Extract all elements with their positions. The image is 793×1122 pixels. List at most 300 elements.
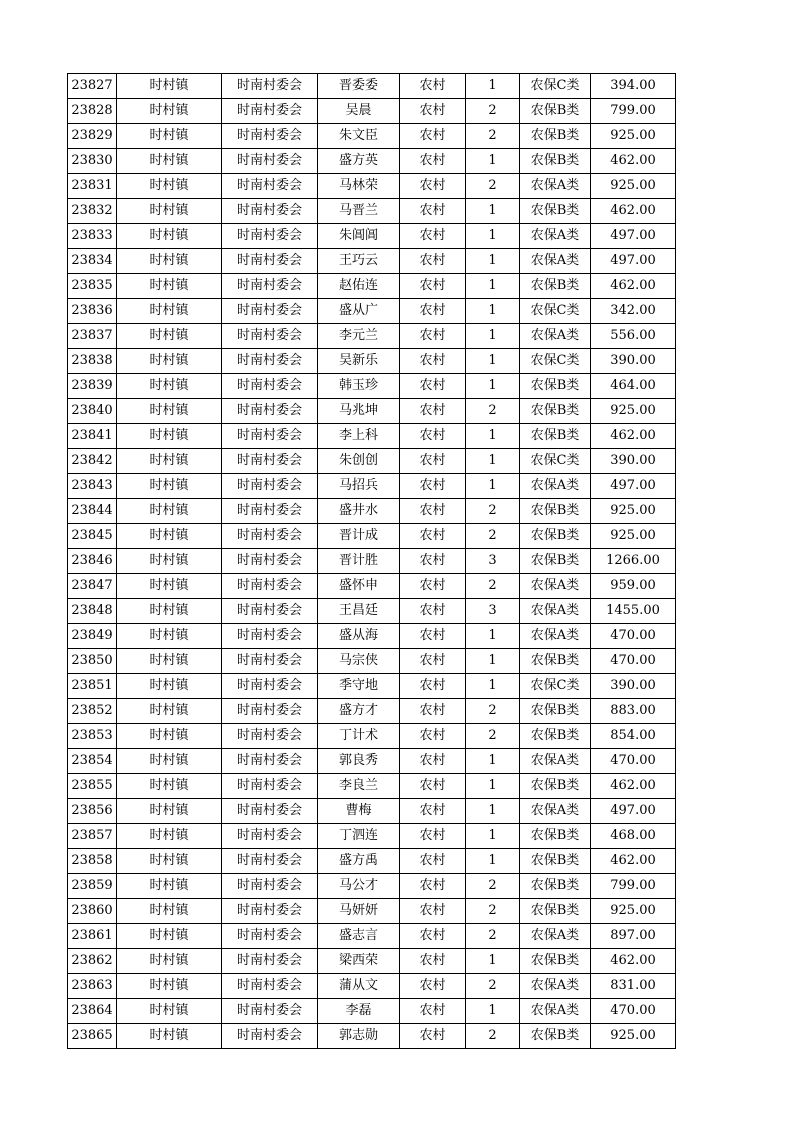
town-cell: 时村镇 [117,974,222,999]
area-type-cell: 农村 [400,349,466,374]
name-cell: 朱文臣 [318,124,400,149]
town-cell: 时村镇 [117,549,222,574]
village-committee-cell: 时南村委会 [222,549,318,574]
village-committee-cell: 时南村委会 [222,799,318,824]
village-committee-cell: 时南村委会 [222,449,318,474]
table-row [68,774,676,799]
household-count-cell: 2 [466,399,520,424]
village-committee-cell: 时南村委会 [222,1024,318,1049]
name-cell: 晋计胜 [318,549,400,574]
village-committee-cell: 时南村委会 [222,199,318,224]
household-count-cell: 3 [466,599,520,624]
insurance-category-cell: 农保A类 [520,624,591,649]
area-type-cell: 农村 [400,149,466,174]
table-row [68,324,676,349]
record-id-cell: 23829 [68,124,117,149]
area-type-cell: 农村 [400,474,466,499]
insurance-category-cell: 农保C类 [520,449,591,474]
town-cell: 时村镇 [117,449,222,474]
household-count-cell: 1 [466,674,520,699]
record-id-cell: 23858 [68,849,117,874]
table-body [68,74,676,1049]
village-committee-cell: 时南村委会 [222,749,318,774]
amount-cell: 462.00 [591,149,676,174]
town-cell: 时村镇 [117,824,222,849]
household-count-cell: 1 [466,199,520,224]
area-type-cell: 农村 [400,324,466,349]
record-id-cell: 23837 [68,324,117,349]
village-committee-cell: 时南村委会 [222,724,318,749]
record-id-cell: 23846 [68,549,117,574]
household-count-cell: 1 [466,999,520,1024]
record-id-cell: 23855 [68,774,117,799]
record-id-cell: 23864 [68,999,117,1024]
area-type-cell: 农村 [400,774,466,799]
town-cell: 时村镇 [117,599,222,624]
household-count-cell: 1 [466,474,520,499]
town-cell: 时村镇 [117,524,222,549]
amount-cell: 470.00 [591,649,676,674]
insurance-category-cell: 农保A类 [520,249,591,274]
household-count-cell: 1 [466,799,520,824]
village-committee-cell: 时南村委会 [222,624,318,649]
table-row [68,174,676,199]
amount-cell: 1266.00 [591,549,676,574]
household-count-cell: 2 [466,974,520,999]
village-committee-cell: 时南村委会 [222,524,318,549]
record-id-cell: 23861 [68,924,117,949]
record-id-cell: 23847 [68,574,117,599]
insurance-category-cell: 农保B类 [520,724,591,749]
name-cell: 马招兵 [318,474,400,499]
record-id-cell: 23835 [68,274,117,299]
name-cell: 盛井水 [318,499,400,524]
insurance-category-cell: 农保C类 [520,74,591,99]
record-id-cell: 23844 [68,499,117,524]
table-row [68,749,676,774]
record-id-cell: 23828 [68,99,117,124]
household-count-cell: 1 [466,374,520,399]
town-cell: 时村镇 [117,99,222,124]
village-committee-cell: 时南村委会 [222,474,318,499]
village-committee-cell: 时南村委会 [222,999,318,1024]
area-type-cell: 农村 [400,599,466,624]
records-table [67,73,676,1049]
village-committee-cell: 时南村委会 [222,824,318,849]
table-row [68,349,676,374]
name-cell: 盛从广 [318,299,400,324]
table-row [68,499,676,524]
area-type-cell: 农村 [400,174,466,199]
record-id-cell: 23865 [68,1024,117,1049]
area-type-cell: 农村 [400,99,466,124]
village-committee-cell: 时南村委会 [222,174,318,199]
name-cell: 郭志勋 [318,1024,400,1049]
record-id-cell: 23848 [68,599,117,624]
name-cell: 晋委委 [318,74,400,99]
town-cell: 时村镇 [117,849,222,874]
table-row [68,699,676,724]
household-count-cell: 1 [466,449,520,474]
area-type-cell: 农村 [400,499,466,524]
table-row [68,449,676,474]
amount-cell: 1455.00 [591,599,676,624]
amount-cell: 831.00 [591,974,676,999]
table-row [68,199,676,224]
table-row [68,299,676,324]
name-cell: 盛方才 [318,699,400,724]
insurance-category-cell: 农保A类 [520,974,591,999]
record-id-cell: 23850 [68,649,117,674]
town-cell: 时村镇 [117,299,222,324]
table-row [68,874,676,899]
amount-cell: 462.00 [591,774,676,799]
area-type-cell: 农村 [400,624,466,649]
table-row [68,274,676,299]
amount-cell: 925.00 [591,124,676,149]
town-cell: 时村镇 [117,424,222,449]
name-cell: 盛怀申 [318,574,400,599]
table-row [68,624,676,649]
area-type-cell: 农村 [400,574,466,599]
insurance-category-cell: 农保B类 [520,124,591,149]
village-committee-cell: 时南村委会 [222,849,318,874]
amount-cell: 497.00 [591,224,676,249]
table-row [68,649,676,674]
amount-cell: 342.00 [591,299,676,324]
amount-cell: 462.00 [591,849,676,874]
area-type-cell: 农村 [400,524,466,549]
record-id-cell: 23852 [68,699,117,724]
record-id-cell: 23849 [68,624,117,649]
record-id-cell: 23842 [68,449,117,474]
record-id-cell: 23859 [68,874,117,899]
area-type-cell: 农村 [400,999,466,1024]
amount-cell: 854.00 [591,724,676,749]
name-cell: 季守地 [318,674,400,699]
name-cell: 梁西荣 [318,949,400,974]
town-cell: 时村镇 [117,124,222,149]
insurance-category-cell: 农保B类 [520,824,591,849]
insurance-category-cell: 农保B类 [520,874,591,899]
record-id-cell: 23827 [68,74,117,99]
name-cell: 马妍妍 [318,899,400,924]
record-id-cell: 23845 [68,524,117,549]
area-type-cell: 农村 [400,224,466,249]
name-cell: 马晋兰 [318,199,400,224]
area-type-cell: 农村 [400,974,466,999]
village-committee-cell: 时南村委会 [222,324,318,349]
household-count-cell: 1 [466,624,520,649]
village-committee-cell: 时南村委会 [222,249,318,274]
name-cell: 王昌廷 [318,599,400,624]
insurance-category-cell: 农保B类 [520,99,591,124]
village-committee-cell: 时南村委会 [222,224,318,249]
area-type-cell: 农村 [400,374,466,399]
table-row [68,824,676,849]
area-type-cell: 农村 [400,424,466,449]
record-id-cell: 23830 [68,149,117,174]
name-cell: 朱阊阊 [318,224,400,249]
household-count-cell: 2 [466,99,520,124]
name-cell: 晋计成 [318,524,400,549]
village-committee-cell: 时南村委会 [222,499,318,524]
name-cell: 李良兰 [318,774,400,799]
town-cell: 时村镇 [117,999,222,1024]
table-row [68,924,676,949]
name-cell: 盛方禹 [318,849,400,874]
name-cell: 李磊 [318,999,400,1024]
amount-cell: 799.00 [591,99,676,124]
town-cell: 时村镇 [117,899,222,924]
household-count-cell: 1 [466,949,520,974]
name-cell: 郭良秀 [318,749,400,774]
amount-cell: 470.00 [591,624,676,649]
amount-cell: 462.00 [591,424,676,449]
town-cell: 时村镇 [117,574,222,599]
insurance-category-cell: 农保B类 [520,774,591,799]
household-count-cell: 1 [466,774,520,799]
village-committee-cell: 时南村委会 [222,574,318,599]
area-type-cell: 农村 [400,399,466,424]
amount-cell: 497.00 [591,249,676,274]
table-row [68,374,676,399]
area-type-cell: 农村 [400,1024,466,1049]
record-id-cell: 23833 [68,224,117,249]
area-type-cell: 农村 [400,449,466,474]
insurance-category-cell: 农保C类 [520,299,591,324]
record-id-cell: 23851 [68,674,117,699]
amount-cell: 925.00 [591,1024,676,1049]
area-type-cell: 农村 [400,674,466,699]
village-committee-cell: 时南村委会 [222,149,318,174]
town-cell: 时村镇 [117,349,222,374]
table-row [68,524,676,549]
area-type-cell: 农村 [400,824,466,849]
record-id-cell: 23836 [68,299,117,324]
name-cell: 王巧云 [318,249,400,274]
record-id-cell: 23863 [68,974,117,999]
amount-cell: 464.00 [591,374,676,399]
amount-cell: 470.00 [591,999,676,1024]
village-committee-cell: 时南村委会 [222,374,318,399]
town-cell: 时村镇 [117,249,222,274]
household-count-cell: 1 [466,649,520,674]
household-count-cell: 2 [466,1024,520,1049]
area-type-cell: 农村 [400,949,466,974]
record-id-cell: 23841 [68,424,117,449]
amount-cell: 394.00 [591,74,676,99]
village-committee-cell: 时南村委会 [222,874,318,899]
table-row [68,1024,676,1049]
table-row [68,549,676,574]
household-count-cell: 1 [466,424,520,449]
name-cell: 丁计术 [318,724,400,749]
household-count-cell: 2 [466,574,520,599]
household-count-cell: 2 [466,524,520,549]
insurance-category-cell: 农保A类 [520,749,591,774]
town-cell: 时村镇 [117,174,222,199]
record-id-cell: 23853 [68,724,117,749]
insurance-category-cell: 农保B类 [520,1024,591,1049]
name-cell: 韩玉珍 [318,374,400,399]
town-cell: 时村镇 [117,949,222,974]
household-count-cell: 2 [466,874,520,899]
household-count-cell: 1 [466,74,520,99]
record-id-cell: 23856 [68,799,117,824]
household-count-cell: 1 [466,824,520,849]
amount-cell: 462.00 [591,274,676,299]
amount-cell: 462.00 [591,199,676,224]
area-type-cell: 农村 [400,124,466,149]
name-cell: 马兆坤 [318,399,400,424]
amount-cell: 390.00 [591,674,676,699]
household-count-cell: 2 [466,724,520,749]
table-row [68,399,676,424]
village-committee-cell: 时南村委会 [222,699,318,724]
town-cell: 时村镇 [117,399,222,424]
name-cell: 吴晨 [318,99,400,124]
village-committee-cell: 时南村委会 [222,949,318,974]
name-cell: 丁泗连 [318,824,400,849]
table-row [68,224,676,249]
name-cell: 马林荣 [318,174,400,199]
insurance-category-cell: 农保A类 [520,574,591,599]
town-cell: 时村镇 [117,874,222,899]
insurance-category-cell: 农保B类 [520,424,591,449]
area-type-cell: 农村 [400,749,466,774]
town-cell: 时村镇 [117,499,222,524]
insurance-category-cell: 农保B类 [520,399,591,424]
insurance-category-cell: 农保A类 [520,799,591,824]
record-id-cell: 23831 [68,174,117,199]
record-id-cell: 23834 [68,249,117,274]
amount-cell: 959.00 [591,574,676,599]
household-count-cell: 2 [466,124,520,149]
household-count-cell: 1 [466,249,520,274]
insurance-category-cell: 农保B类 [520,274,591,299]
village-committee-cell: 时南村委会 [222,399,318,424]
insurance-category-cell: 农保A类 [520,224,591,249]
town-cell: 时村镇 [117,74,222,99]
household-count-cell: 2 [466,899,520,924]
insurance-category-cell: 农保A类 [520,324,591,349]
area-type-cell: 农村 [400,649,466,674]
table-row [68,674,676,699]
table-row [68,949,676,974]
amount-cell: 470.00 [591,749,676,774]
town-cell: 时村镇 [117,674,222,699]
town-cell: 时村镇 [117,799,222,824]
table-row [68,474,676,499]
area-type-cell: 农村 [400,849,466,874]
amount-cell: 925.00 [591,899,676,924]
table-row [68,74,676,99]
village-committee-cell: 时南村委会 [222,974,318,999]
name-cell: 盛志言 [318,924,400,949]
area-type-cell: 农村 [400,874,466,899]
household-count-cell: 2 [466,924,520,949]
name-cell: 李元兰 [318,324,400,349]
town-cell: 时村镇 [117,149,222,174]
village-committee-cell: 时南村委会 [222,599,318,624]
area-type-cell: 农村 [400,924,466,949]
area-type-cell: 农村 [400,274,466,299]
village-committee-cell: 时南村委会 [222,674,318,699]
area-type-cell: 农村 [400,199,466,224]
insurance-category-cell: 农保B类 [520,524,591,549]
area-type-cell: 农村 [400,299,466,324]
table-row [68,724,676,749]
table-row [68,574,676,599]
town-cell: 时村镇 [117,924,222,949]
record-id-cell: 23839 [68,374,117,399]
village-committee-cell: 时南村委会 [222,124,318,149]
village-committee-cell: 时南村委会 [222,899,318,924]
table-row [68,974,676,999]
amount-cell: 799.00 [591,874,676,899]
household-count-cell: 1 [466,299,520,324]
insurance-category-cell: 农保B类 [520,499,591,524]
table-row [68,899,676,924]
household-count-cell: 1 [466,749,520,774]
village-committee-cell: 时南村委会 [222,349,318,374]
town-cell: 时村镇 [117,274,222,299]
amount-cell: 497.00 [591,799,676,824]
amount-cell: 556.00 [591,324,676,349]
name-cell: 盛方英 [318,149,400,174]
name-cell: 朱创创 [318,449,400,474]
household-count-cell: 1 [466,849,520,874]
record-id-cell: 23860 [68,899,117,924]
household-count-cell: 1 [466,324,520,349]
name-cell: 李上科 [318,424,400,449]
insurance-category-cell: 农保B类 [520,199,591,224]
amount-cell: 925.00 [591,174,676,199]
area-type-cell: 农村 [400,699,466,724]
insurance-category-cell: 农保B类 [520,374,591,399]
amount-cell: 390.00 [591,349,676,374]
area-type-cell: 农村 [400,799,466,824]
town-cell: 时村镇 [117,749,222,774]
table-row [68,599,676,624]
area-type-cell: 农村 [400,724,466,749]
insurance-category-cell: 农保B类 [520,699,591,724]
village-committee-cell: 时南村委会 [222,649,318,674]
name-cell: 马公才 [318,874,400,899]
insurance-category-cell: 农保C类 [520,349,591,374]
table-row [68,249,676,274]
town-cell: 时村镇 [117,774,222,799]
village-committee-cell: 时南村委会 [222,74,318,99]
name-cell: 吴新乐 [318,349,400,374]
village-committee-cell: 时南村委会 [222,774,318,799]
town-cell: 时村镇 [117,624,222,649]
insurance-category-cell: 农保A类 [520,999,591,1024]
amount-cell: 925.00 [591,499,676,524]
household-count-cell: 1 [466,149,520,174]
table-row [68,424,676,449]
town-cell: 时村镇 [117,1024,222,1049]
name-cell: 曹梅 [318,799,400,824]
household-count-cell: 2 [466,174,520,199]
household-count-cell: 1 [466,224,520,249]
household-count-cell: 1 [466,349,520,374]
village-committee-cell: 时南村委会 [222,274,318,299]
name-cell: 盛从海 [318,624,400,649]
village-committee-cell: 时南村委会 [222,99,318,124]
insurance-category-cell: 农保A类 [520,174,591,199]
